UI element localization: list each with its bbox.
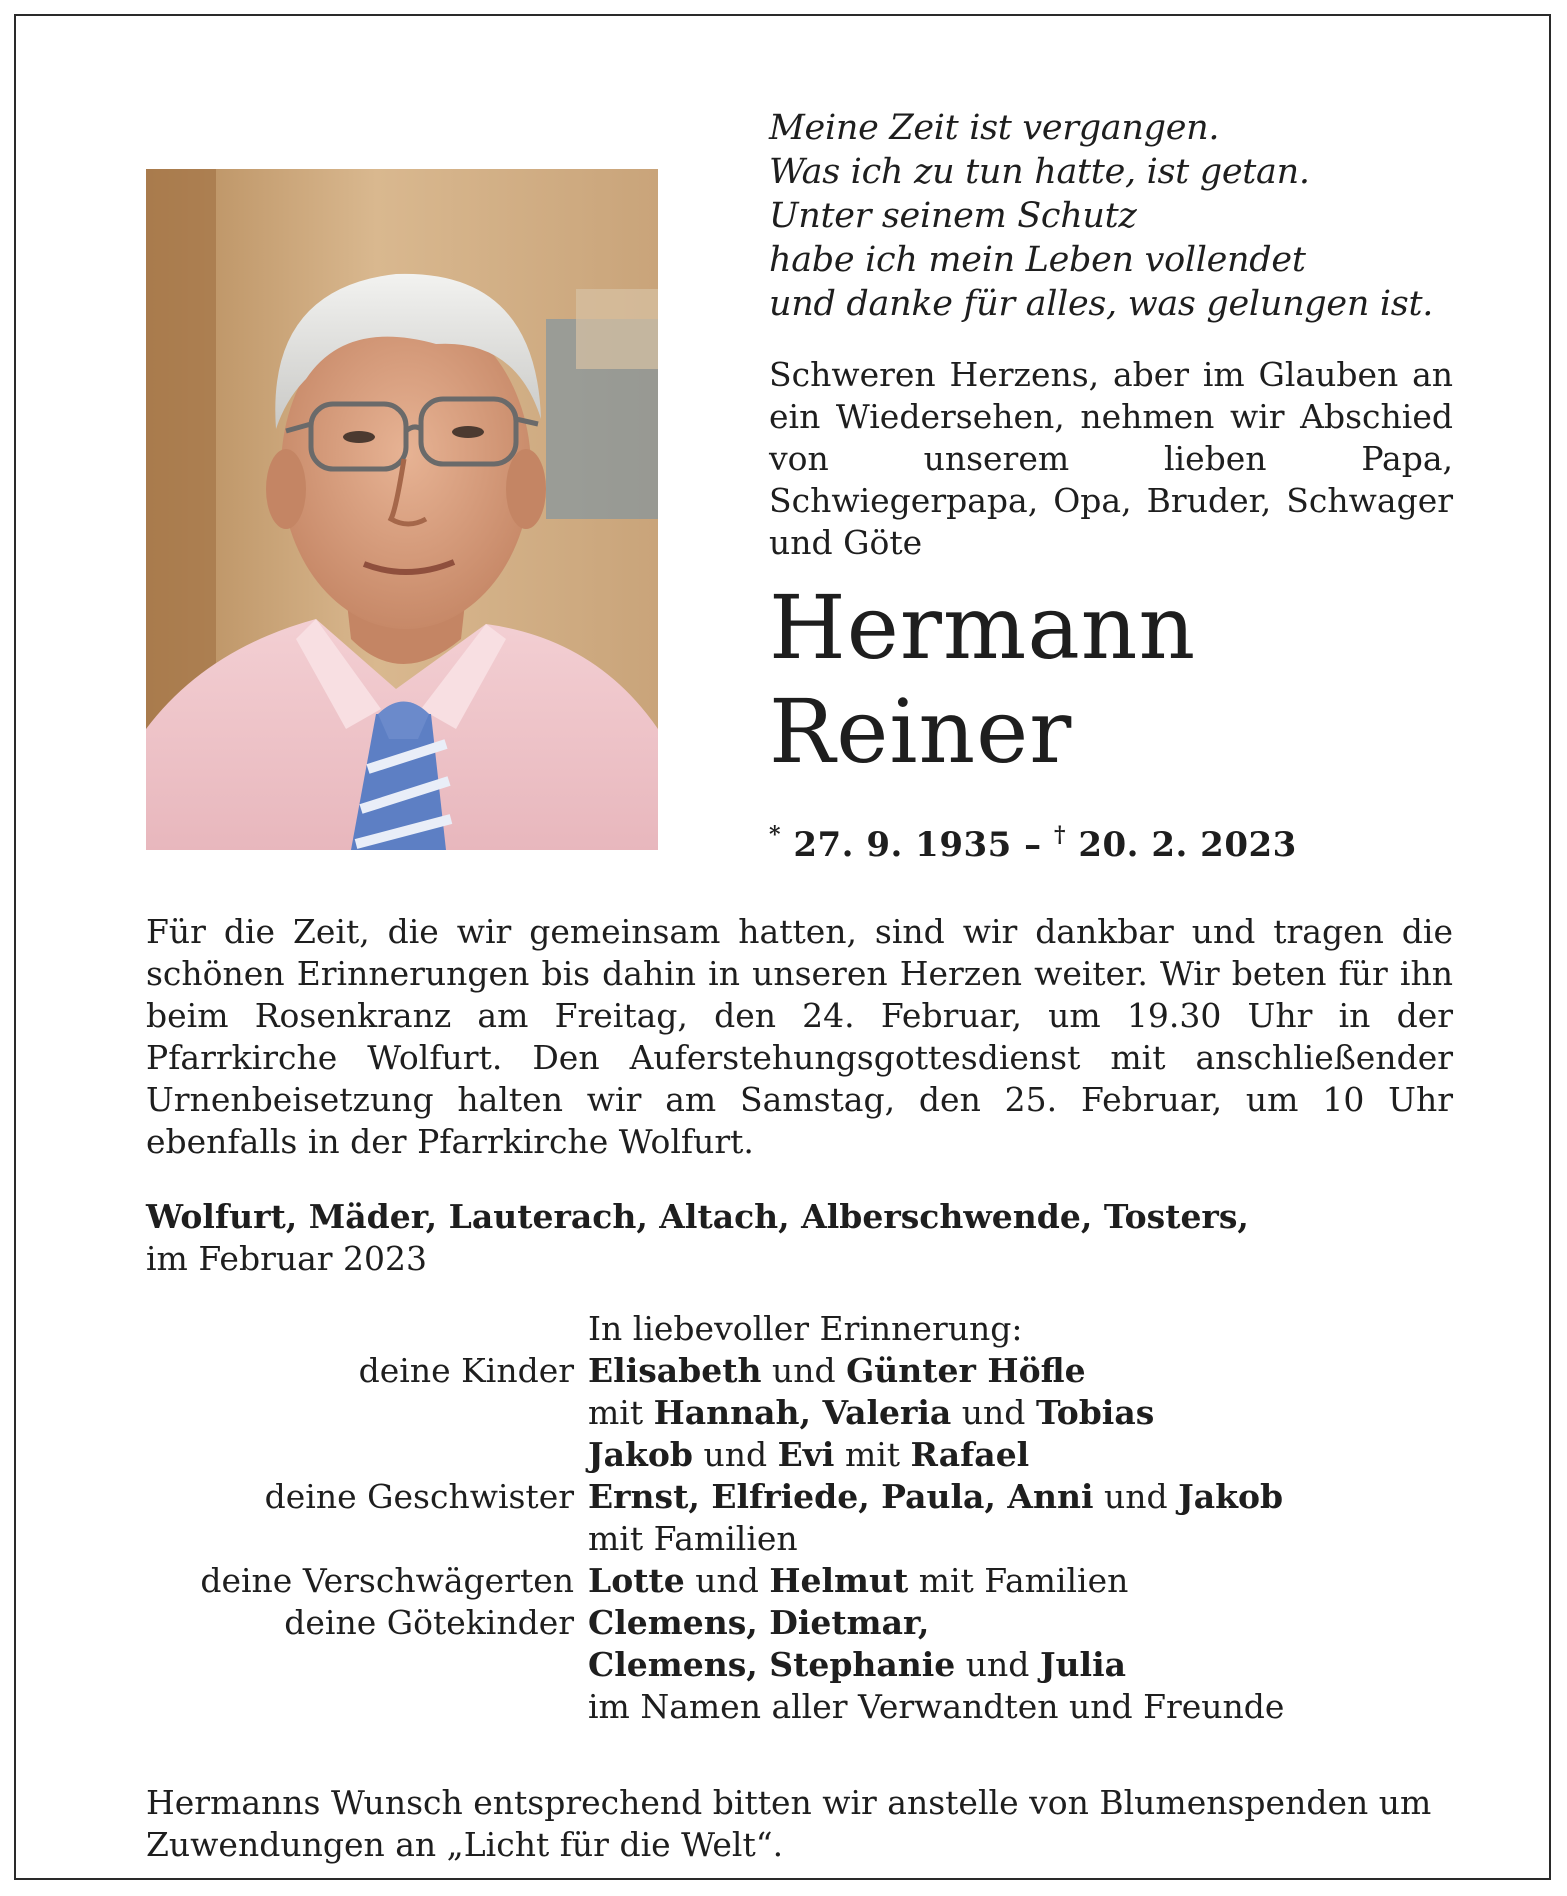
family-heading: In liebevoller Erinnerung: [588, 1309, 1023, 1348]
family-row: deine Kinder Elisabeth und Günter Höfle [146, 1350, 1453, 1392]
poem-line: und danke für alles, was gelungen ist. [769, 284, 1434, 324]
family-row: deine Verschwägerten Lotte und Helmut mit Familien [146, 1560, 1453, 1602]
notice-date: im Februar 2023 [146, 1239, 428, 1278]
relation-label: deine Geschwister [264, 1477, 574, 1516]
family-closing: im Namen aller Verwandten und Freunde [588, 1687, 1285, 1726]
birth-date: 27. 9. 1935 [793, 825, 1012, 865]
family-row [146, 1686, 1453, 1728]
portrait-photo [146, 169, 658, 850]
poem-line: habe ich mein Leben vollendet [769, 240, 1306, 280]
last-name: Reiner [769, 680, 1073, 783]
obituary-notice [14, 14, 1551, 1880]
deceased-name [769, 576, 1196, 784]
intro-text: Schweren Herzens, aber im Glauben an ein Wiedersehen, nehmen wir Abschied von unserem lieben Papa, Schwiegerpapa, Opa, Bruder, Schwager und Göte [769, 355, 1453, 562]
poem-line: Was ich zu tun hatte, ist getan. [769, 152, 1310, 192]
donation-note: Hermanns Wunsch entsprechend bitten wir anstelle von Blumenspenden um Zuwendungen an „Licht für die Welt“. [146, 1783, 1432, 1864]
family-row: Jakob und Evi mit Rafael [588, 1435, 1030, 1474]
family-row: deine Geschwister Ernst, Elfriede, Paula, Anni und Jakob [146, 1476, 1453, 1518]
place-date [146, 1196, 1249, 1280]
first-name: Hermann [769, 576, 1197, 679]
death-mark: † [1054, 822, 1067, 848]
poem [769, 106, 1433, 326]
life-dates [769, 813, 1297, 867]
poem-line: Meine Zeit ist vergangen. [769, 108, 1220, 148]
poem-line: Unter seinem Schutz [769, 196, 1137, 236]
towns: Wolfurt, Mäder, Lauterach, Altach, Alberschwende, Tosters, [146, 1197, 1249, 1236]
death-date: 20. 2. 2023 [1078, 825, 1297, 865]
family-row: deine Götekinder Clemens, Dietmar, [146, 1602, 1453, 1644]
birth-mark: * [769, 822, 782, 848]
family-list [146, 1308, 1453, 1728]
relation-label: deine Kinder [358, 1351, 574, 1390]
service-details: Für die Zeit, die wir gemeinsam hatten, sind wir dankbar und tragen die schönen Erinnerungen bis dahin in unseren Herzen weiter. Wir beten für ihn beim Rosenkranz am Freitag, den 24. Februar, um 19.30 Uhr in der Pfarrkirche Wolfurt. Den Auferstehungsgottesdienst mit anschließender Urnenbeisetzung halten wir am Samstag, den 25. Februar, um 10 Uhr ebenfalls in der Pfarrkirche Wolfurt. [146, 912, 1453, 1161]
family-row: mit Familien [588, 1519, 798, 1558]
date-separator: – [1024, 825, 1042, 865]
family-row: mit Hannah, Valeria und Tobias [588, 1393, 1155, 1432]
relation-label: deine Götekinder [284, 1603, 574, 1642]
relation-label: deine Verschwägerten [200, 1561, 574, 1600]
family-row: Clemens, Stephanie und Julia [588, 1645, 1126, 1684]
